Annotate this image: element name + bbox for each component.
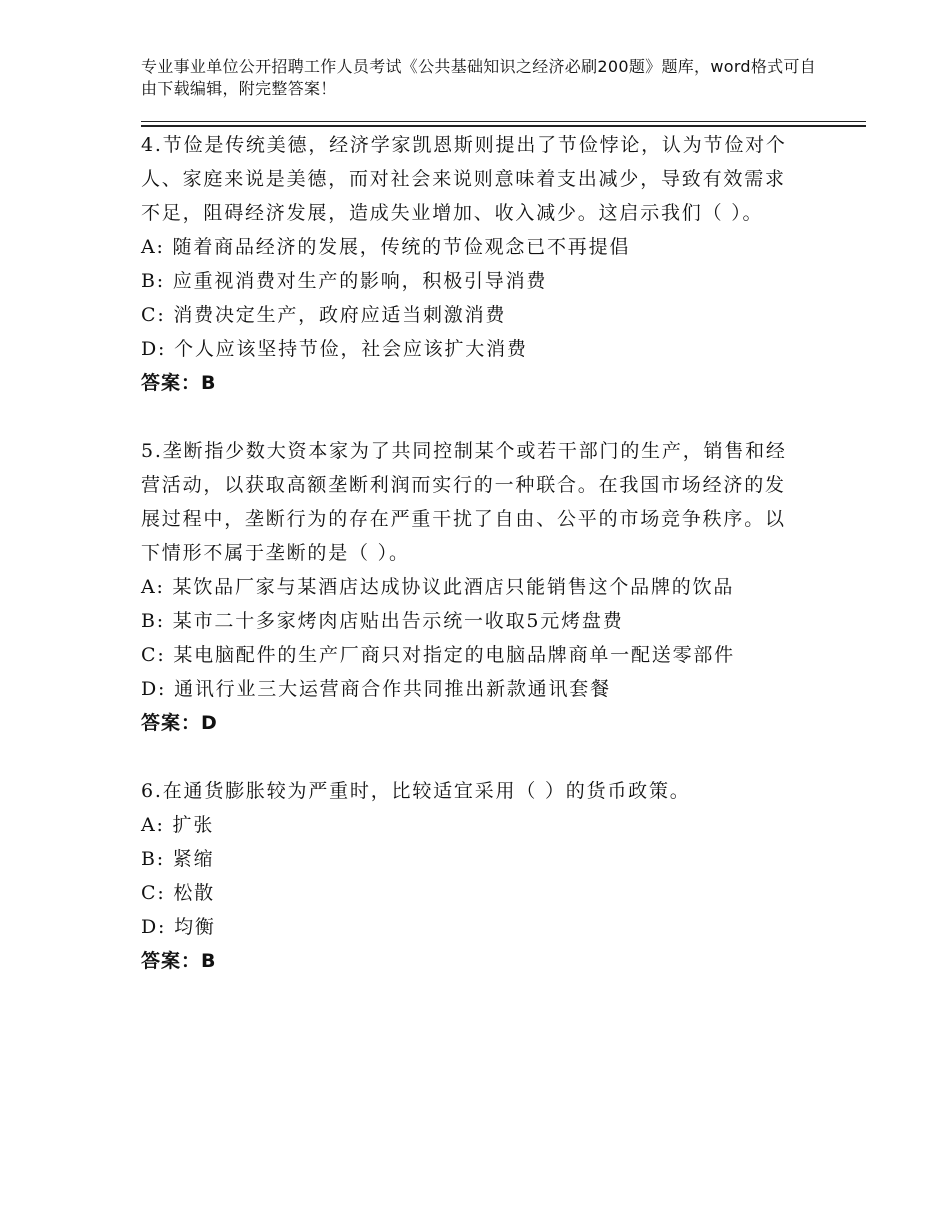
option-c: C: 松散 — [141, 882, 215, 904]
option-d: D: 均衡 — [141, 916, 216, 938]
question-5 — [141, 434, 801, 740]
answer: 答案：D — [141, 712, 218, 734]
header-rule-thick — [141, 125, 866, 127]
spacer — [141, 400, 801, 434]
question-4 — [141, 128, 801, 400]
option-d: D: 个人应该坚持节俭，社会应该扩大消费 — [141, 338, 528, 360]
option-b: B: 紧缩 — [141, 848, 215, 870]
question-list — [141, 128, 801, 978]
question-6 — [141, 774, 801, 978]
document-header — [141, 56, 821, 100]
spacer — [141, 740, 801, 774]
option-c: C: 消费决定生产，政府应适当刺激消费 — [141, 304, 507, 326]
question-stem: 6.在通货膨胀较为严重时，比较适宜采用（ ）的货币政策。 — [141, 780, 691, 802]
question-stem: 5.垄断指少数大资本家为了共同控制某个或若干部门的生产，销售和经营活动，以获取高额垄断利润而实行的一种联合。在我国市场经济的发展过程中，垄断行为的存在严重干扰了自由、公平的市场竞争秩序。以下情形不属于垄断的是（ ）。 — [141, 440, 787, 564]
option-d: D: 通讯行业三大运营商合作共同推出新款通讯套餐 — [141, 678, 611, 700]
question-stem: 4.节俭是传统美德，经济学家凯恩斯则提出了节俭悖论，认为节俭对个人、家庭来说是美德，而对社会来说则意味着支出减少，导致有效需求不足，阻碍经济发展，造成失业增加、收入减少。这启示我们（ ）。 — [141, 134, 787, 224]
header-text: 专业事业单位公开招聘工作人员考试《公共基础知识之经济必刷200题》题库，word格式可自由下载编辑，附完整答案！ — [141, 57, 817, 98]
option-b: B: 应重视消费对生产的影响，积极引导消费 — [141, 270, 548, 292]
answer: 答案：B — [141, 372, 217, 394]
option-a: A: 随着商品经济的发展，传统的节俭观念已不再提倡 — [141, 236, 631, 258]
answer: 答案：B — [141, 950, 217, 972]
option-a: A: 扩张 — [141, 814, 215, 836]
option-a: A: 某饮品厂家与某酒店达成协议此酒店只能销售这个品牌的饮品 — [141, 576, 735, 598]
header-rule-thin — [141, 121, 866, 122]
option-c: C: 某电脑配件的生产厂商只对指定的电脑品牌商单一配送零部件 — [141, 644, 735, 666]
option-b: B: 某市二十多家烤肉店贴出告示统一收取5元烤盘费 — [141, 610, 624, 632]
